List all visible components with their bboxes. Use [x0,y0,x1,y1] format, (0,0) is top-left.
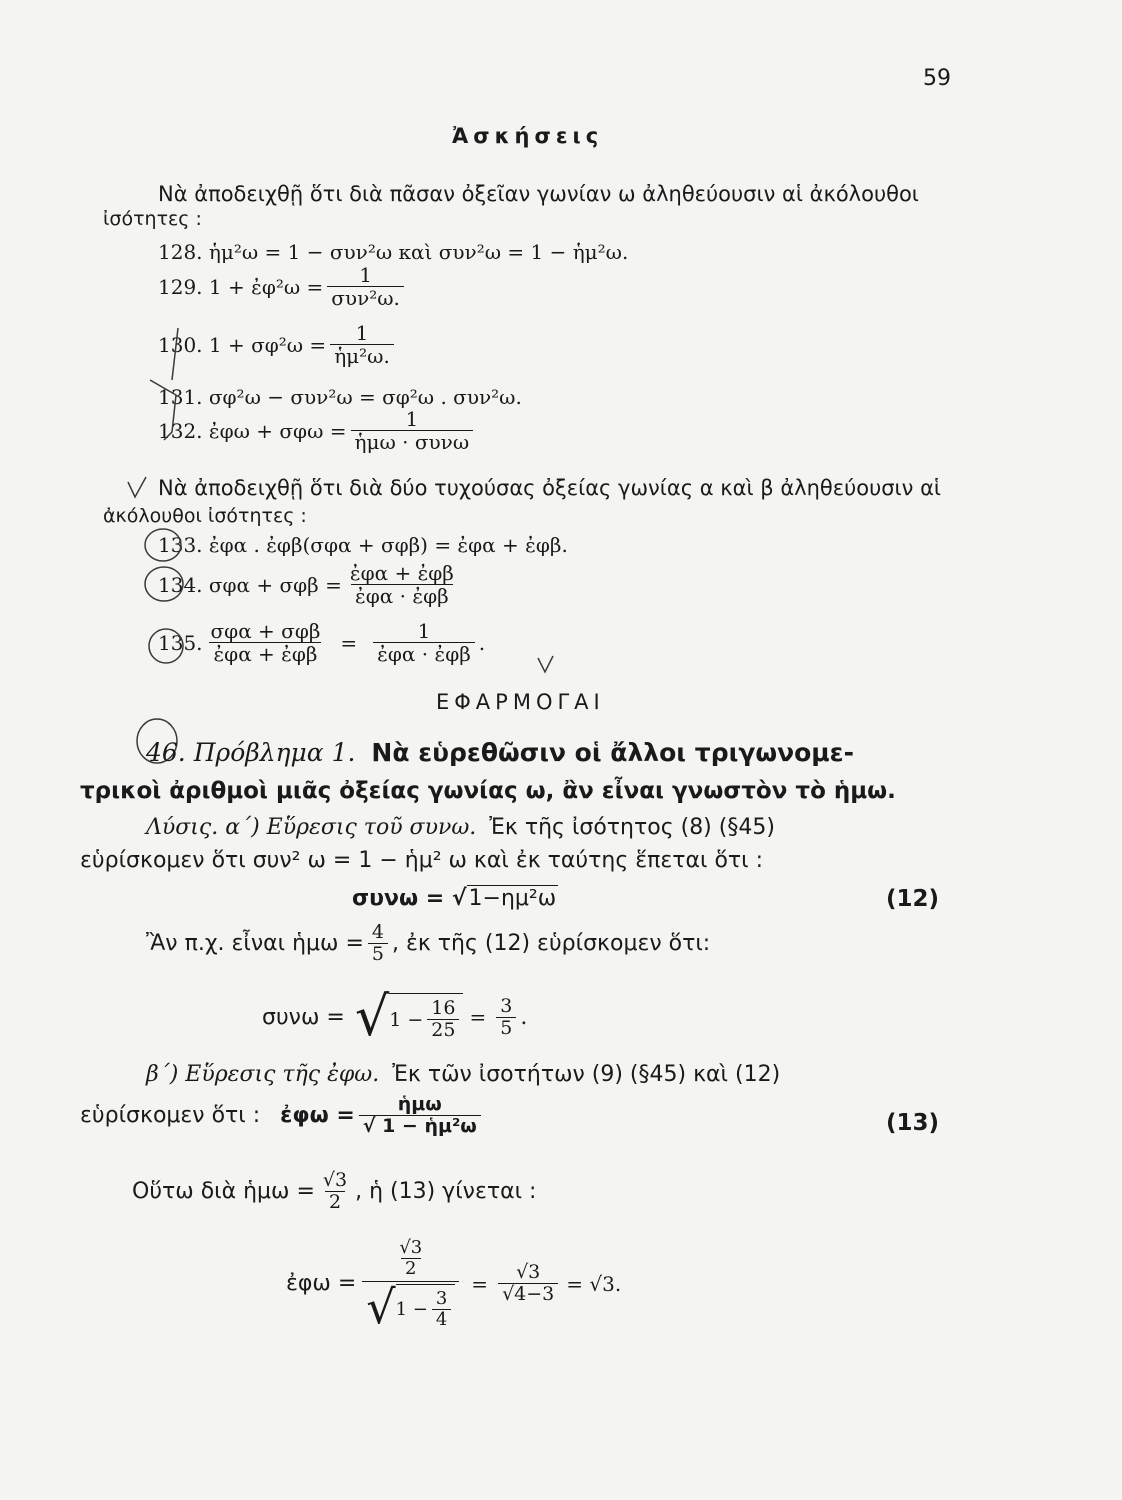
equation-12-label: (12) [886,886,940,912]
exercise-130-num: 1 [355,321,369,345]
equation-13-lead: εὑρίσκομεν ὅτι : [80,1102,261,1128]
example-2-num: √3 [322,1169,348,1191]
example-1-fraction [368,922,388,965]
exercise-129-num: 1 [359,263,372,287]
equation-13-fraction [359,1094,481,1137]
cosine-radicand [389,993,463,1041]
solution-a-line1 [146,815,775,840]
tangent-left: ἐφω = [286,1271,357,1297]
circle-mark-134 [145,567,183,601]
pencil-bracket-mark [150,328,178,440]
equation-12 [352,886,558,911]
exercise-135-num2: 1 [417,619,431,643]
example-1-den: 5 [368,943,388,965]
solution-a-line2: εὑρίσκομεν ὅτι συν² ω = 1 − ἡμ² ω καὶ ἐκ ταύτης ἕπεται ὅτι : [80,848,764,873]
tangent-sqrt-icon: √ [366,1279,396,1334]
tangent-main-fraction [362,1237,459,1334]
exercise-135-label: 135. [158,630,203,655]
example-1-right: , ἐκ τῆς (12) εὑρίσκομεν ὅτι: [391,930,711,956]
cosine-n2: 3 [500,994,513,1017]
tangent-denominator [362,1279,459,1334]
cosine-fraction-1 [427,998,459,1041]
exercise-130-den: ἡμ²ω. [330,344,394,367]
equation-13-left: ἐφω = [280,1102,355,1128]
exercise-135-num1: σφα + σφβ [210,619,321,643]
tangent-result-value: = √3. [566,1271,622,1296]
solution-b-label: β΄) Εὕρεσις τῆς ἐφω. [146,1062,380,1087]
exercises-intro2-line2: ἀκόλουθοι ἰσότητες : [103,505,307,527]
exercise-132-left: 132. ἐφω + σφω = [158,418,347,443]
tangent-result [286,1237,622,1334]
applications-title: ΕΦΑΡΜΟΓΑΙ [436,690,605,714]
exercise-129-den: συν²ω. [327,286,404,309]
exercise-131: 131. σφ²ω − συν²ω = σφ²ω . συν²ω. [158,385,522,409]
example-2-right: , ἡ (13) γίνεται : [355,1178,537,1204]
exercise-133: 133. ἐφα . ἐφβ(σφα + σφβ) = ἐφα + ἐφβ. [158,533,568,557]
sqrt-sign-icon: √ [354,985,390,1048]
tangent-n-den: 2 [401,1258,420,1279]
exercise-135-den1: ἐφα + ἐφβ [209,642,321,665]
equation-13 [80,1094,485,1137]
tangent-n-num: √3 [399,1237,423,1258]
exercise-135-equals: = [340,630,358,655]
example-1 [146,922,710,965]
cosine-result [262,985,528,1048]
exercise-129-left: 129. 1 + ἐφ²ω = [158,274,324,299]
tangent-radicand [396,1284,456,1330]
cosine-left: συνω = [262,1004,345,1030]
exercise-128: 128. ἡμ²ω = 1 − συν²ω καὶ συν²ω = 1 − ἡμ²ω. [158,240,629,264]
problem-46-text1: Νὰ εὑρεθῶσιν οἱ ἄλλοι τριγωνομε- [371,738,854,767]
exercises-intro2-line1: Νὰ ἀποδειχθῇ ὅτι διὰ δύο τυχούσας ὀξείας γωνίας α καὶ β ἀληθεύουσιν αἱ [158,476,942,500]
example-2-fraction [319,1170,351,1213]
solution-b-text: Ἐκ τῶν ἰσοτήτων (9) (§45) καὶ (12) [392,1062,781,1087]
exercise-135-period: . [478,630,486,655]
checkmark-mark-1 [128,477,146,497]
example-2-den: 2 [325,1191,345,1213]
equation-12-left: συνω = √ [352,886,467,911]
tangent-mid-fraction [498,1262,558,1305]
exercises-intro-line2: ἰσότητες : [103,208,202,230]
tangent-mid-den: √4−3 [498,1283,558,1305]
exercise-132-den: ἡμω · συνω [351,430,474,453]
solution-a-text: Ἐκ τῆς ἰσότητος (8) (§45) [489,815,775,840]
tangent-d-den: 4 [432,1309,451,1330]
tangent-d-num: 3 [435,1287,448,1309]
tangent-mid-num: √3 [516,1261,541,1284]
tangent-numerator-fraction [395,1238,426,1279]
example-2-left: Οὕτω διὰ ἡμω = [132,1178,315,1204]
exercise-134-left: 134. σφα + σφβ = [158,572,342,597]
example-2 [132,1170,536,1213]
equation-13-label: (13) [886,1110,940,1136]
cosine-d1: 25 [427,1019,459,1041]
checkmark-mark-2 [538,656,553,672]
exercise-134-den: ἐφα · ἐφβ [351,584,453,607]
solution-a-label: Λύσις. α΄) Εὕρεσις τοῦ συνω. [146,815,477,840]
tangent-equals: = [471,1271,489,1296]
equation-13-num: ἡμω [397,1093,442,1115]
exercises-title: Ἀσκήσεις [452,124,604,148]
circle-mark-135 [149,629,183,663]
example-1-num: 4 [371,921,384,943]
problem-46-label: 46. Πρόβλημα 1. [146,738,356,767]
equation-13-den: √ 1 − ἡμ²ω [359,1115,481,1137]
equation-12-radicand: 1−ημ²ω [468,886,557,911]
cosine-n1: 16 [431,997,456,1020]
exercise-134-num: ἐφα + ἐφβ [349,561,454,585]
cosine-d2: 5 [496,1017,516,1039]
circle-mark-133 [145,529,181,561]
problem-46-line1 [146,738,854,767]
exercise-135-den2: ἐφα · ἐφβ [373,642,475,665]
cosine-period: . [520,1004,528,1030]
cosine-fraction-2 [496,996,516,1039]
cosine-one: 1 − [389,1008,424,1031]
tangent-d-one: 1 − [395,1298,428,1320]
solution-b-line1 [146,1062,780,1087]
cosine-equals: = [469,1005,487,1029]
problem-46-line2: τρικοὶ ἀριθμοὶ μιᾶς ὀξείας γωνίας ω, ἂν εἶναι γνωστὸν τὸ ἡμω. [80,778,896,804]
tangent-d-fraction [432,1289,451,1330]
exercises-intro-line1: Νὰ ἀποδειχθῇ ὅτι διὰ πᾶσαν ὀξεῖαν γωνίαν ω ἀληθεύουσιν αἱ ἀκόλουθοι [158,182,919,206]
exercise-130-left: 130. 1 + σφ²ω = [158,332,327,357]
page-number: 59 [923,66,951,91]
exercise-132-num: 1 [405,407,419,431]
example-1-left: Ἂν π.χ. εἶναι ἡμω = [146,930,364,956]
